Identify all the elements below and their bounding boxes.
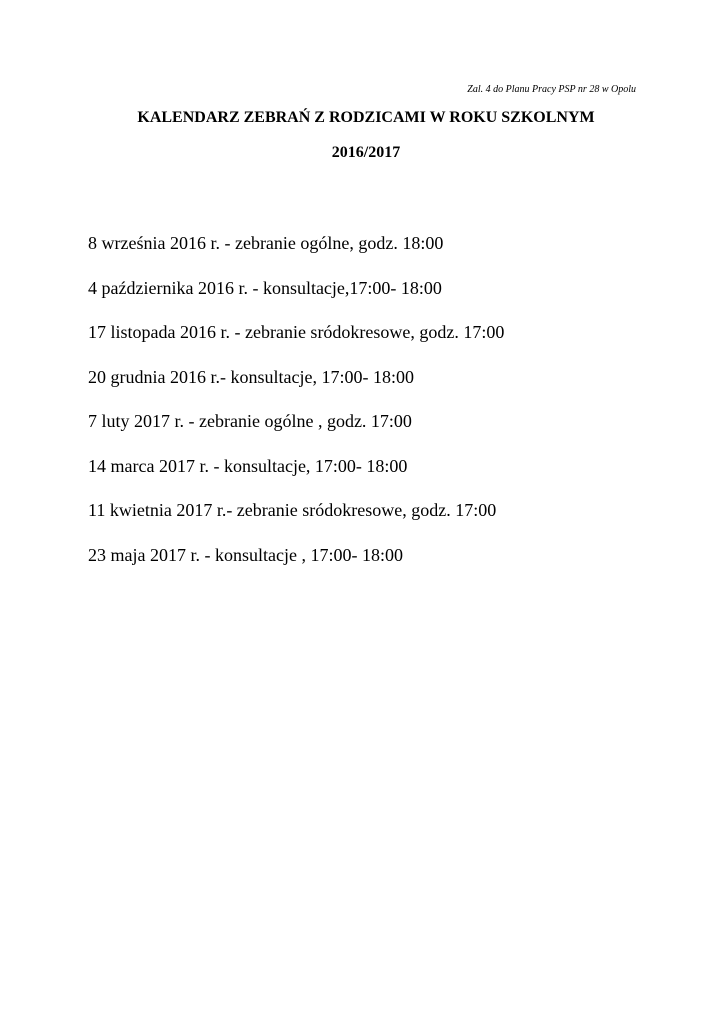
title-line-2-school-year: 2016/2017 xyxy=(331,144,401,161)
meeting-item: 8 września 2016 r. - zebranie ogólne, godz. 18:00 xyxy=(88,233,444,253)
meeting-item: 4 października 2016 r. - konsultacje,17:00- 18:00 xyxy=(88,277,442,298)
meeting-item: 11 kwietnia 2017 r.- zebranie sródokresowe, godz. 17:00 xyxy=(88,500,497,520)
meeting-item: 7 luty 2017 r. - zebranie ogólne , godz. 17:00 xyxy=(88,411,412,431)
title-line-1: KALENDARZ ZEBRAŃ Z RODZICAMI W ROKU SZKOLNYM xyxy=(137,109,595,126)
meeting-item: 20 grudnia 2016 r.- konsultacje, 17:00- 18:00 xyxy=(88,366,414,387)
meeting-item: 14 marca 2017 r. - konsultacje, 17:00- 18:00 xyxy=(88,455,408,476)
meeting-item: 23 maja 2017 r. - konsultacje , 17:00- 18:00 xyxy=(88,544,403,565)
document-title xyxy=(0,108,724,163)
meeting-schedule-list xyxy=(88,232,504,588)
meeting-item: 17 listopada 2016 r. - zebranie sródokresowe, godz. 17:00 xyxy=(88,322,505,342)
annex-note: Zal. 4 do Planu Pracy PSP nr 28 w Opolu xyxy=(467,84,636,95)
